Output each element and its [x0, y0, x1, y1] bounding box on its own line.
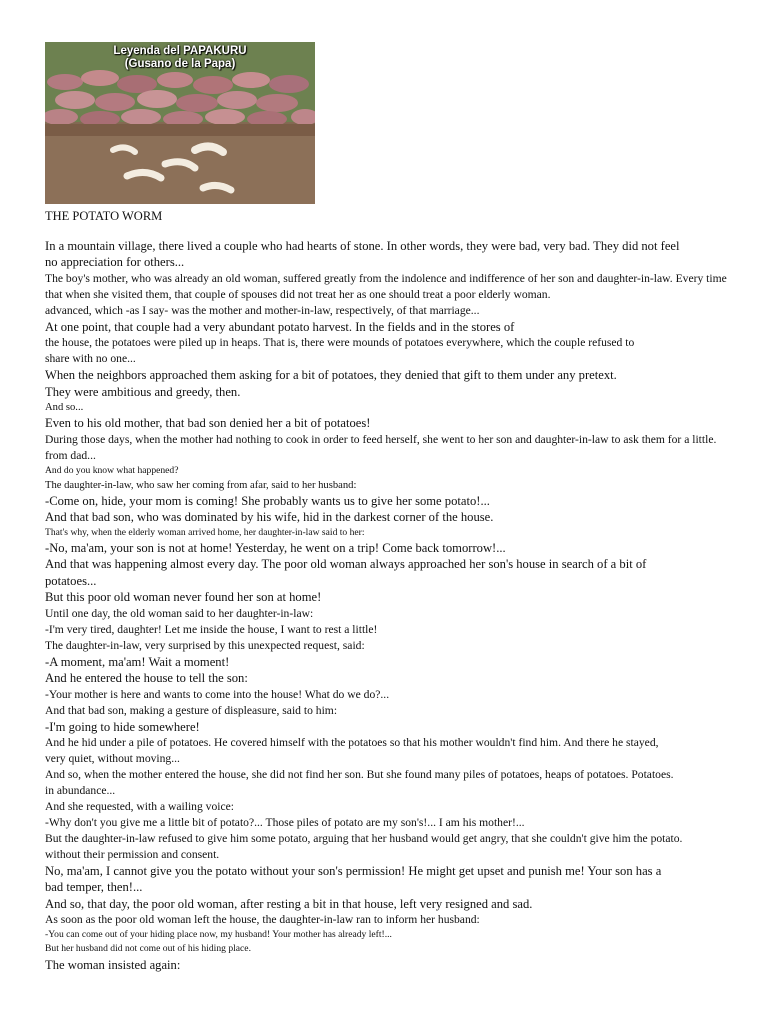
text-line: That's why, when the elderly woman arrived home, her daughter-in-law said to her:	[45, 526, 365, 538]
text-line: potatoes...	[45, 573, 97, 588]
text-line: The daughter-in-law, very surprised by this unexpected request, said:	[45, 638, 365, 652]
text-line: But her husband did not come out of his hiding place.	[45, 943, 251, 955]
text-line: without their permission and consent.	[45, 847, 220, 861]
text-line: share with no one...	[45, 352, 136, 366]
document-title: THE POTATO WORM	[45, 209, 163, 223]
text-line: the house, the potatoes were piled up in heaps. That is, there were mounds of potatoes everywhere, which the couple refused to	[45, 336, 635, 350]
text-line: During those days, when the mother had nothing to cook in order to feed herself, she went to her son and daughter-in-law to ask them for a little.	[45, 432, 717, 446]
potato-pile	[45, 70, 315, 127]
text-line: The woman insisted again:	[45, 957, 181, 972]
text-line: -You can come out of your hiding place now, my husband! Your mother has already left!...	[45, 929, 392, 941]
text-line: And he hid under a pile of potatoes. He covered himself with the potatoes so that his mother wouldn't find him. And there he stayed,	[45, 735, 659, 749]
text-line: Until one day, the old woman said to her daughter-in-law:	[45, 606, 314, 620]
text-line: And so...	[45, 402, 84, 414]
text-line: in abundance...	[45, 783, 116, 797]
hero-title-line2: (Gusano de la Papa)	[124, 58, 236, 70]
text-line: And she requested, with a wailing voice:	[45, 799, 234, 813]
story-text	[45, 238, 745, 973]
document-page	[45, 42, 745, 973]
text-line: When the neighbors approached them asking for a bit of potatoes, they denied that gift to them under any pretext.	[45, 368, 617, 383]
text-line: -Your mother is here and wants to come into the house! What do we do?...	[45, 687, 390, 701]
text-line: As soon as the poor old woman left the house, the daughter-in-law ran to inform her husband:	[45, 913, 480, 927]
text-line: -No, ma'am, your son is not at home! Yesterday, he went on a trip! Come back tomorrow!...	[45, 541, 506, 556]
text-line: -A moment, ma'am! Wait a moment!	[45, 654, 230, 669]
text-line: very quiet, without moving...	[45, 751, 180, 765]
text-line: But this poor old woman never found her son at home!	[45, 590, 322, 605]
hero-image	[45, 42, 315, 204]
text-line: At one point, that couple had a very abundant potato harvest. In the fields and in the stores of	[45, 319, 515, 334]
text-line: But the daughter-in-law refused to give him some potato, arguing that her husband would get angry, that she couldn't give him the potato.	[45, 831, 683, 845]
text-line: -Come on, hide, your mom is coming! She probably wants us to give her some potato!...	[45, 494, 490, 509]
text-line: -I'm very tired, daughter! Let me inside the house, I want to rest a little!	[45, 622, 378, 636]
text-line: They were ambitious and greedy, then.	[45, 384, 241, 399]
text-line: No, ma'am, I cannot give you the potato without your son's permission! He might get upset and punish me! Your son has a	[45, 863, 662, 878]
text-line: -I'm going to hide somewhere!	[45, 719, 200, 734]
text-line: And so, that day, the poor old woman, after resting a bit in that house, left very resigned and sad.	[45, 896, 533, 911]
hero-title-line1: Leyenda del PAPAKURU	[113, 45, 247, 57]
text-line: And that bad son, who was dominated by his wife, hid in the darkest corner of the house.	[45, 510, 494, 525]
text-line: from dad...	[45, 448, 96, 462]
text-line: And that bad son, making a gesture of displeasure, said to him:	[45, 703, 338, 717]
text-line: And do you know what happened?	[45, 464, 179, 476]
text-line: -Why don't you give me a little bit of potato?... Those piles of potato are my son's!... I am his mother!...	[45, 815, 525, 829]
text-line: The boy's mother, who was already an old woman, suffered greatly from the indolence and indifference of her son and daughter-in-law. Every time	[45, 271, 727, 285]
text-line: And he entered the house to tell the son:	[45, 671, 248, 686]
text-line: no appreciation for others...	[45, 255, 185, 270]
text-line: that when she visited them, that couple of spouses did not treat her as one should treat a poor elderly woman.	[45, 287, 551, 301]
text-line: advanced, which -as I say- was the mother and mother-in-law, respectively, of that marriage...	[45, 303, 480, 317]
text-line: And that was happening almost every day. The poor old woman always approached her son's house in search of a bit of	[45, 557, 647, 572]
text-line: bad temper, then!...	[45, 880, 143, 895]
text-line: And so, when the mother entered the house, she did not find her son. But she found many piles of potatoes, heaps of potatoes. Potatoes.	[45, 767, 674, 781]
text-line: In a mountain village, there lived a couple who had hearts of stone. In other words, they were bad, very bad. They did not feel	[45, 239, 680, 253]
text-line: Even to his old mother, that bad son denied her a bit of potatoes!	[45, 416, 371, 431]
text-line: The daughter-in-law, who saw her coming from afar, said to her husband:	[45, 479, 357, 491]
